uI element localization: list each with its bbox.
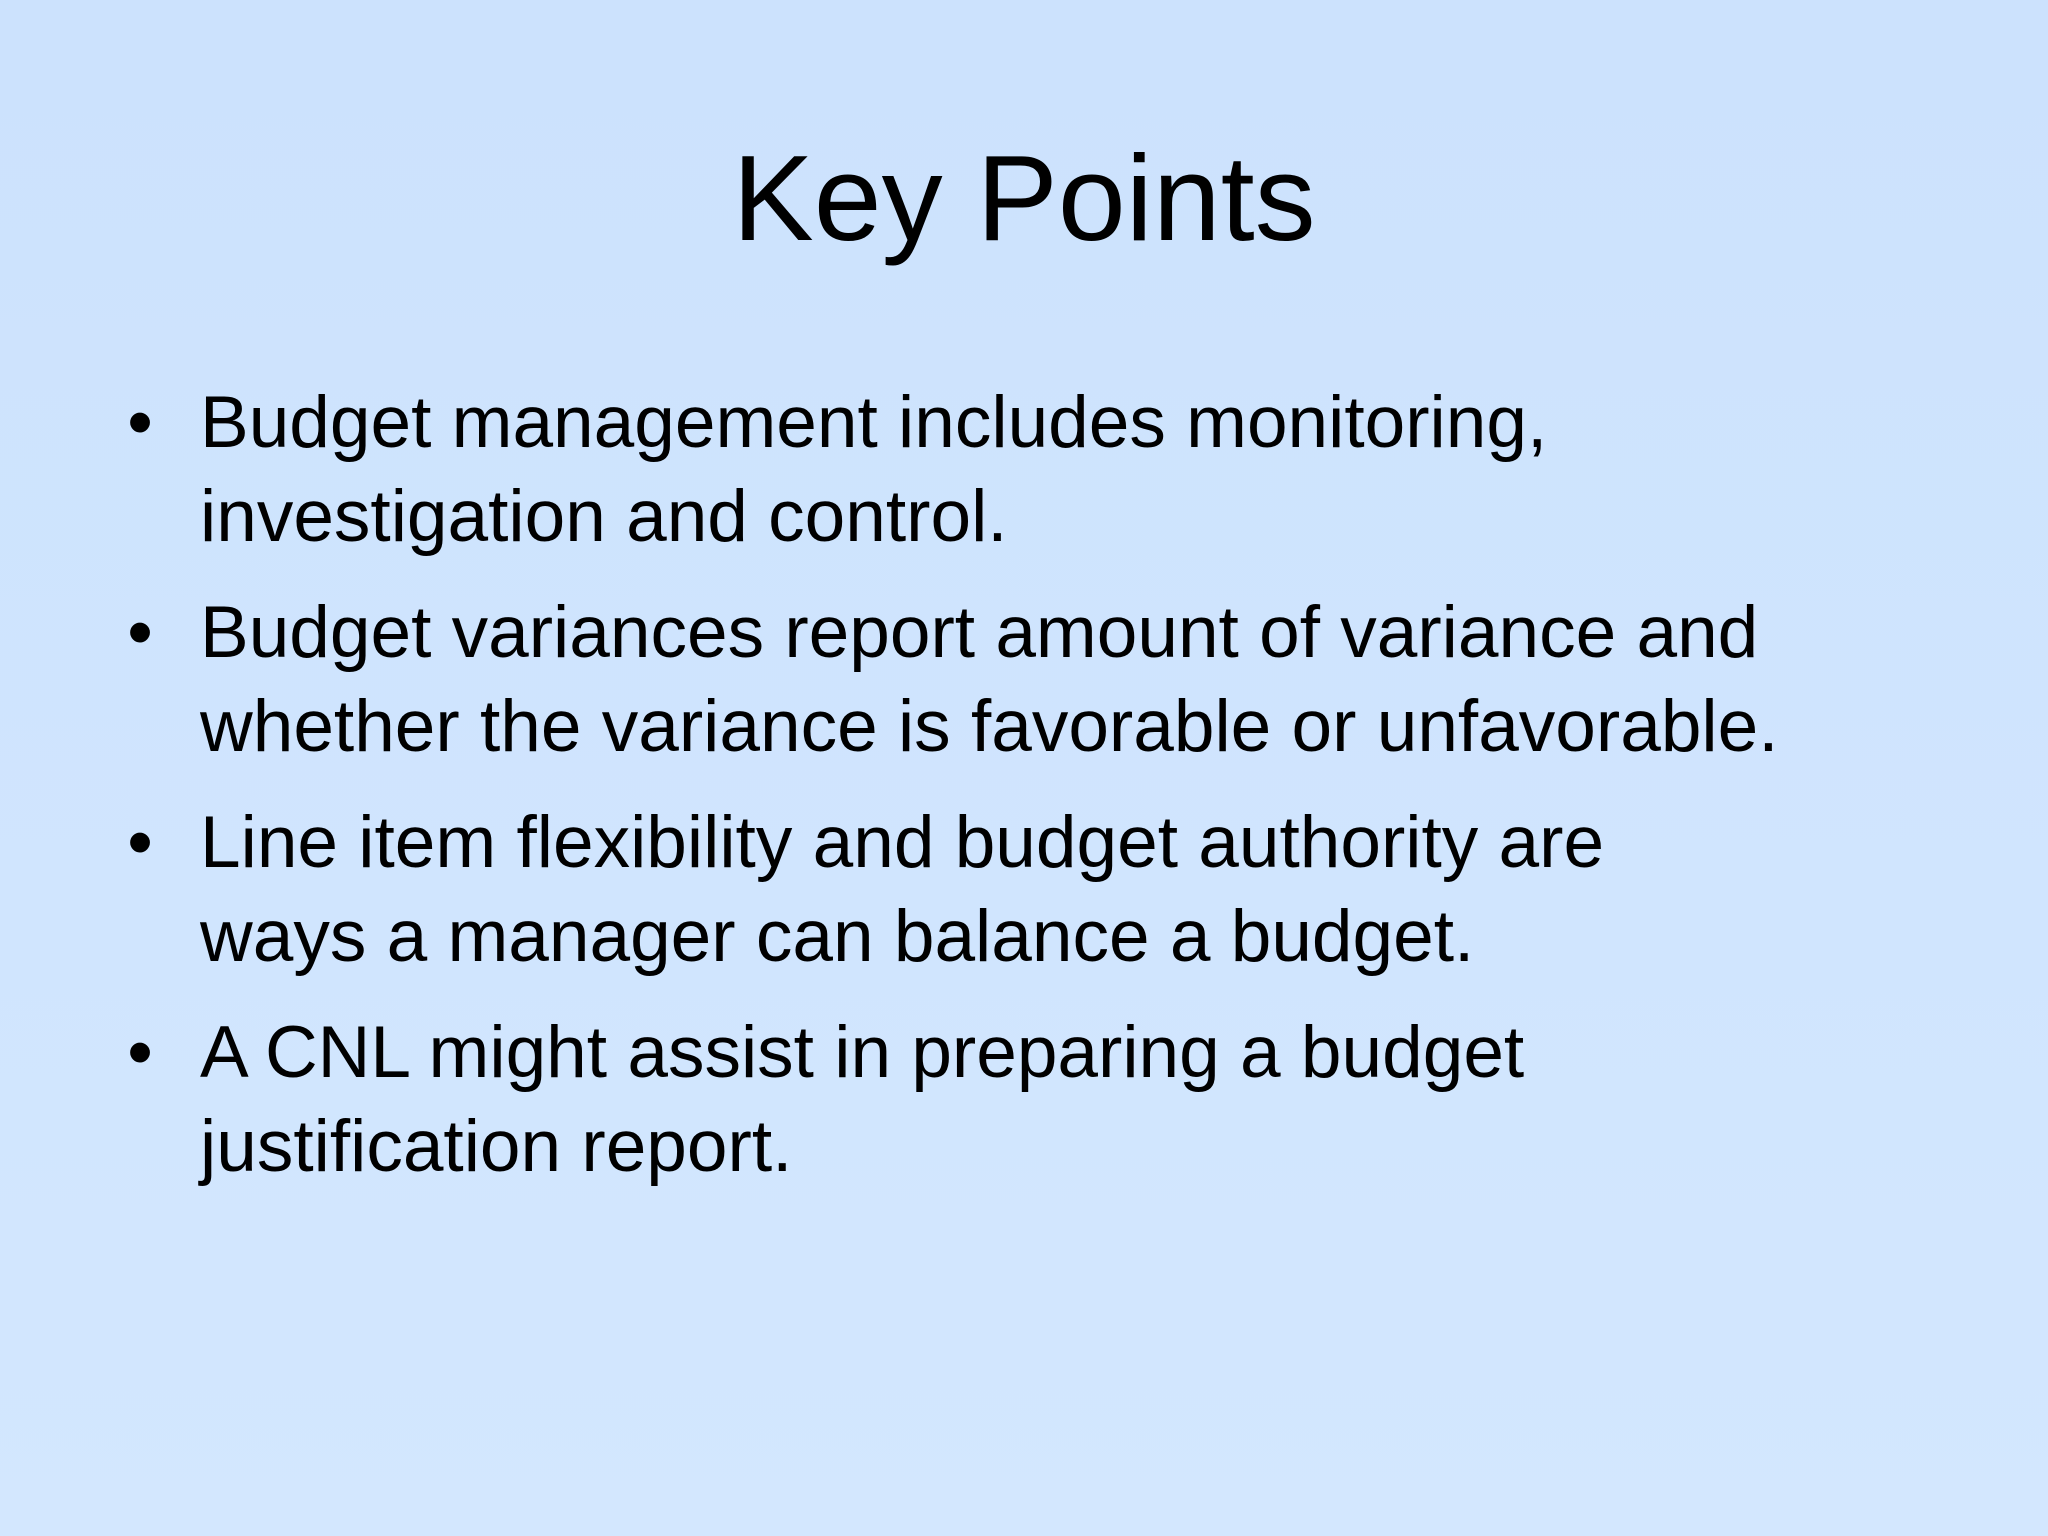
bullet-line: justification report. — [200, 1106, 793, 1187]
bullet-dot-icon: • — [127, 1012, 153, 1093]
bullet-item — [120, 376, 2000, 564]
bullet-item — [120, 586, 2000, 774]
bullet-line: whether the variance is favorable or unfavorable. — [200, 686, 1779, 767]
bullet-list — [120, 376, 2000, 1216]
bullet-line: Budget variances report amount of variance and — [200, 592, 1759, 673]
bullet-line: investigation and control. — [200, 476, 1008, 557]
slide-title: Key Points — [732, 130, 1316, 266]
bullet-line: ways a manager can balance a budget. — [200, 896, 1475, 977]
bullet-dot-icon: • — [127, 592, 153, 673]
bullet-dot-icon: • — [127, 382, 153, 463]
bullet-item — [120, 796, 2000, 984]
bullet-line: A CNL might assist in preparing a budget — [200, 1012, 1525, 1093]
bullet-line: Line item flexibility and budget authority are — [200, 802, 1605, 883]
bullet-dot-icon: • — [127, 802, 153, 883]
bullet-line: Budget management includes monitoring, — [200, 382, 1548, 463]
bullet-item — [120, 1006, 2000, 1194]
